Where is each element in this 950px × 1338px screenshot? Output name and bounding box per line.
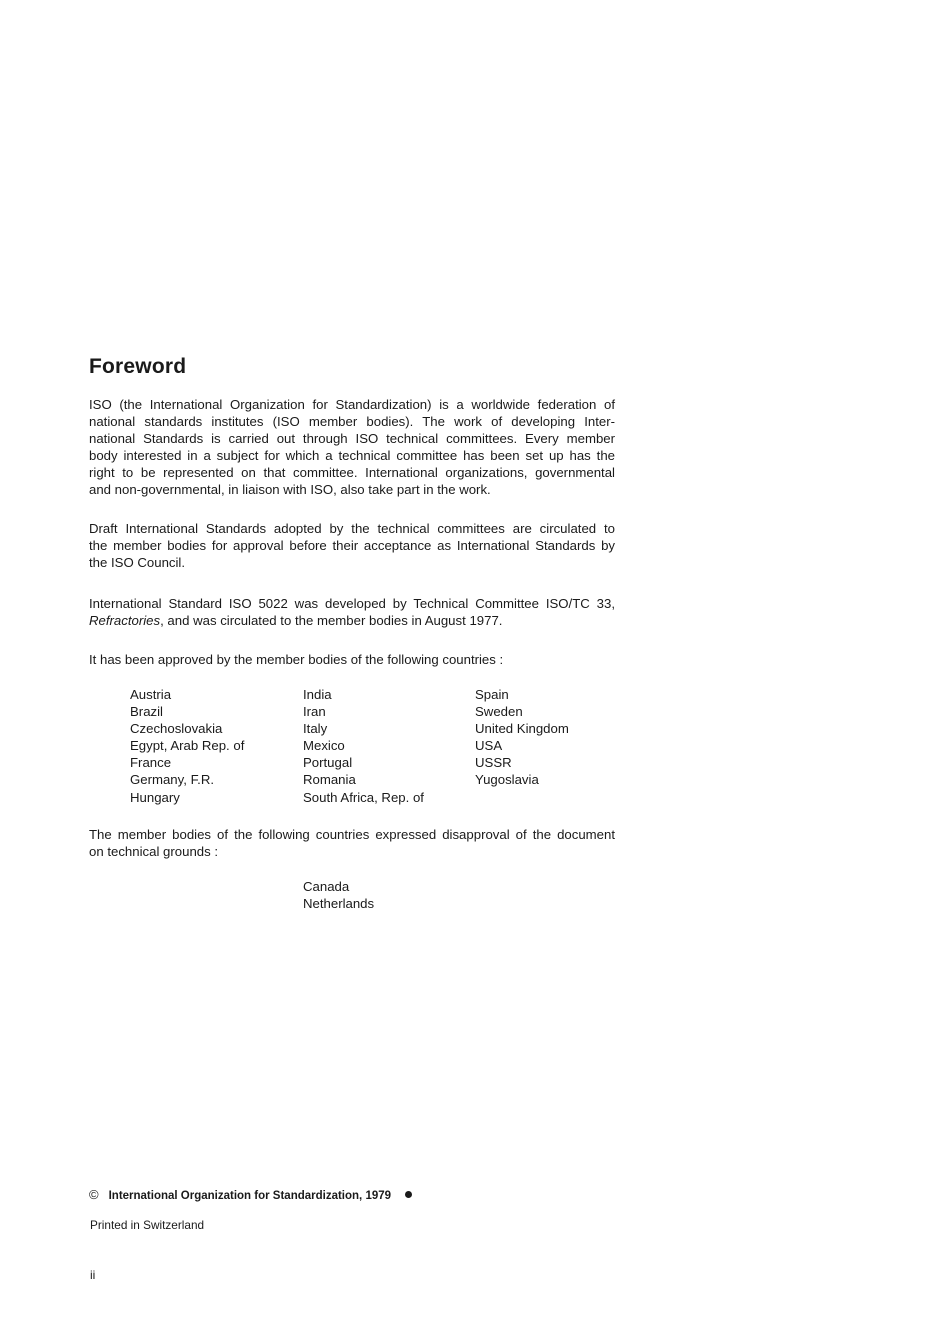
country-column [475, 686, 569, 789]
country-name: Sweden [475, 704, 523, 720]
country-name: Egypt, Arab Rep. of [130, 738, 245, 754]
paragraph-line: national standards institutes (ISO member bodies). The work of developing Inter- [89, 413, 615, 429]
country-name: Austria [130, 687, 172, 702]
country-name: India [303, 687, 332, 702]
paragraph-draft-standards [89, 521, 615, 572]
country-name: USA [475, 738, 503, 754]
country-name: Yugoslavia [475, 772, 539, 788]
printed-location: Printed in Switzerland [90, 1218, 205, 1232]
country-name: Spain [475, 687, 509, 702]
page-number: ii [90, 1268, 96, 1282]
paragraph-line: Draft International Standards adopted by the technical committees are circulated to [89, 521, 615, 536]
paragraph-line [89, 613, 615, 630]
paragraph-line: and non-governmental, in liaison with ISO, also take part in the work. [89, 481, 491, 497]
country-name: USSR [475, 755, 512, 771]
country-name: France [130, 755, 172, 771]
country-name: South Africa, Rep. of [303, 789, 424, 805]
country-name: Italy [303, 721, 328, 737]
bullet-icon [405, 1191, 412, 1198]
country-name: Netherlands [303, 896, 375, 912]
committee-title: Refractories [89, 612, 161, 628]
country-column [303, 686, 424, 806]
copyright-notice [89, 1187, 412, 1202]
paragraph-disapproval-intro [89, 827, 615, 861]
country-name: Germany, F.R. [130, 772, 215, 788]
paragraph-line: The member bodies of the following countries expressed disapproval of the document [89, 827, 615, 842]
page-title: Foreword [89, 355, 187, 378]
copyright-icon: © [89, 1187, 99, 1202]
country-name: Mexico [303, 738, 345, 754]
country-name: Romania [303, 772, 356, 788]
country-column [130, 686, 244, 806]
country-name: Brazil [130, 704, 163, 720]
paragraph-text: , and was circulated to the member bodies in August 1977. [160, 612, 503, 628]
country-name: Portugal [303, 755, 353, 771]
paragraph-line: right to be represented on that committee. International organizations, governmental [89, 464, 615, 480]
paragraph-line: the member bodies for approval before their acceptance as International Standards by [89, 537, 615, 553]
country-name: Canada [303, 879, 350, 894]
country-name: Czechoslovakia [130, 721, 223, 737]
paragraph-line: the ISO Council. [89, 554, 186, 570]
country-name: Iran [303, 704, 326, 720]
copyright-text: International Organization for Standardization, 1979 [108, 1190, 392, 1202]
paragraph-line: body interested in a subject for which a technical committee has been set up has the [89, 447, 615, 463]
paragraph-line: ISO (the International Organization for Standardization) is a worldwide federation of [89, 397, 615, 412]
country-name: United Kingdom [475, 721, 569, 737]
disapproving-countries-list [303, 878, 374, 912]
paragraph-approval-intro [89, 652, 615, 669]
country-name: Hungary [130, 789, 180, 805]
paragraph-standard-development [89, 596, 615, 630]
paragraph-line: International Standard ISO 5022 was developed by Technical Committee ISO/TC 33, [89, 596, 615, 611]
paragraph-line: on technical grounds : [89, 843, 219, 859]
paragraph-line: national Standards is carried out through ISO technical committees. Every member [89, 430, 615, 446]
paragraph-iso-description [89, 397, 615, 498]
paragraph-line: It has been approved by the member bodies of the following countries : [89, 652, 504, 667]
